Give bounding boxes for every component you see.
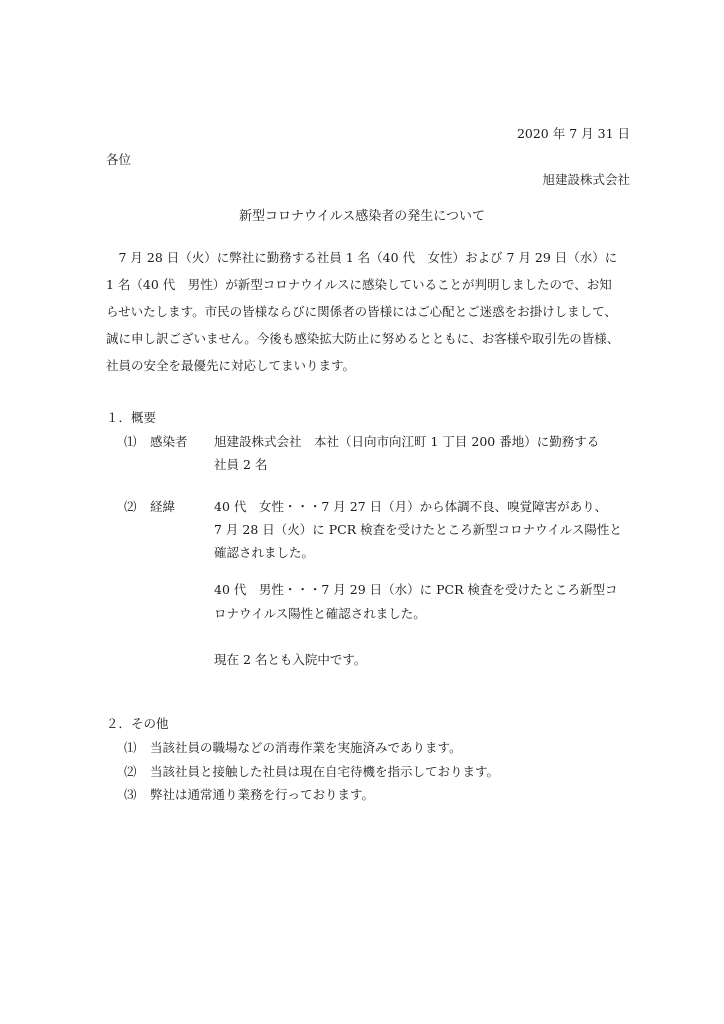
background-line: ロナウイルス陽性と確認されました。 [214,606,426,621]
background-line: 40 代 男性・・・7 月 29 日（水）に PCR 検査を受けたところ新型コ [214,582,618,597]
intro-line: 7 月 28 日（火）に弊社に勤務する社員 1 名（40 代 女性）および 7 月 29 日（水）に [106,250,618,265]
document-title: 新型コロナウイルス感染者の発生について [239,209,485,224]
item-number: ⑶ [124,787,137,802]
intro-line: 誠に申し訳ございません。今後も感染拡大防止に努めるとともに、お客様や取引先の皆様、 [106,331,620,346]
background-line: 現在 2 名とも入院中です。 [214,652,367,667]
infected-detail-line: 旭建設株式会社 本社（日向市向江町 1 丁目 200 番地）に勤務する [214,434,600,449]
background-line: 40 代 女性・・・7 月 27 日（月）から体調不良、嗅覚障害があり、 [214,499,608,514]
intro-paragraph [106,244,626,379]
intro-line: 社員の安全を最優先に対応してまいります。 [106,358,356,373]
addressee: 各位 [106,152,132,167]
infected-detail-line: 社員 2 名 [214,457,268,472]
intro-line: らせいたします。市民の皆様ならびに関係者の皆様にはご心配とご迷惑をお掛けしまして、 [106,304,617,319]
item-name-background: 経緯 [150,499,176,514]
section-heading-overview: １．概要 [106,410,157,425]
item-number: ⑵ [124,764,137,779]
company-name: 旭建設株式会社 [542,172,630,187]
background-line: 確認されました。 [214,545,315,560]
item-number: ⑴ [124,434,137,449]
section-heading-other: ２．その他 [106,716,169,731]
document-date: 2020 年 7 月 31 日 [516,126,630,141]
other-item-text: 当該社員と接触した社員は現在自宅待機を指示しております。 [150,764,500,779]
background-line: 7 月 28 日（火）に PCR 検査を受けたところ新型コロナウイルス陽性と [214,522,622,537]
item-number: ⑴ [124,740,137,755]
other-item-text: 当該社員の職場などの消毒作業を実施済みであります。 [150,740,462,755]
item-number: ⑵ [124,499,137,514]
item-name-infected: 感染者 [150,434,188,449]
intro-line: 1 名（40 代 男性）が新型コロナウイルスに感染していることが判明しましたので、お知 [106,277,612,292]
other-item-text: 弊社は通常通り業務を行っております。 [150,787,375,802]
